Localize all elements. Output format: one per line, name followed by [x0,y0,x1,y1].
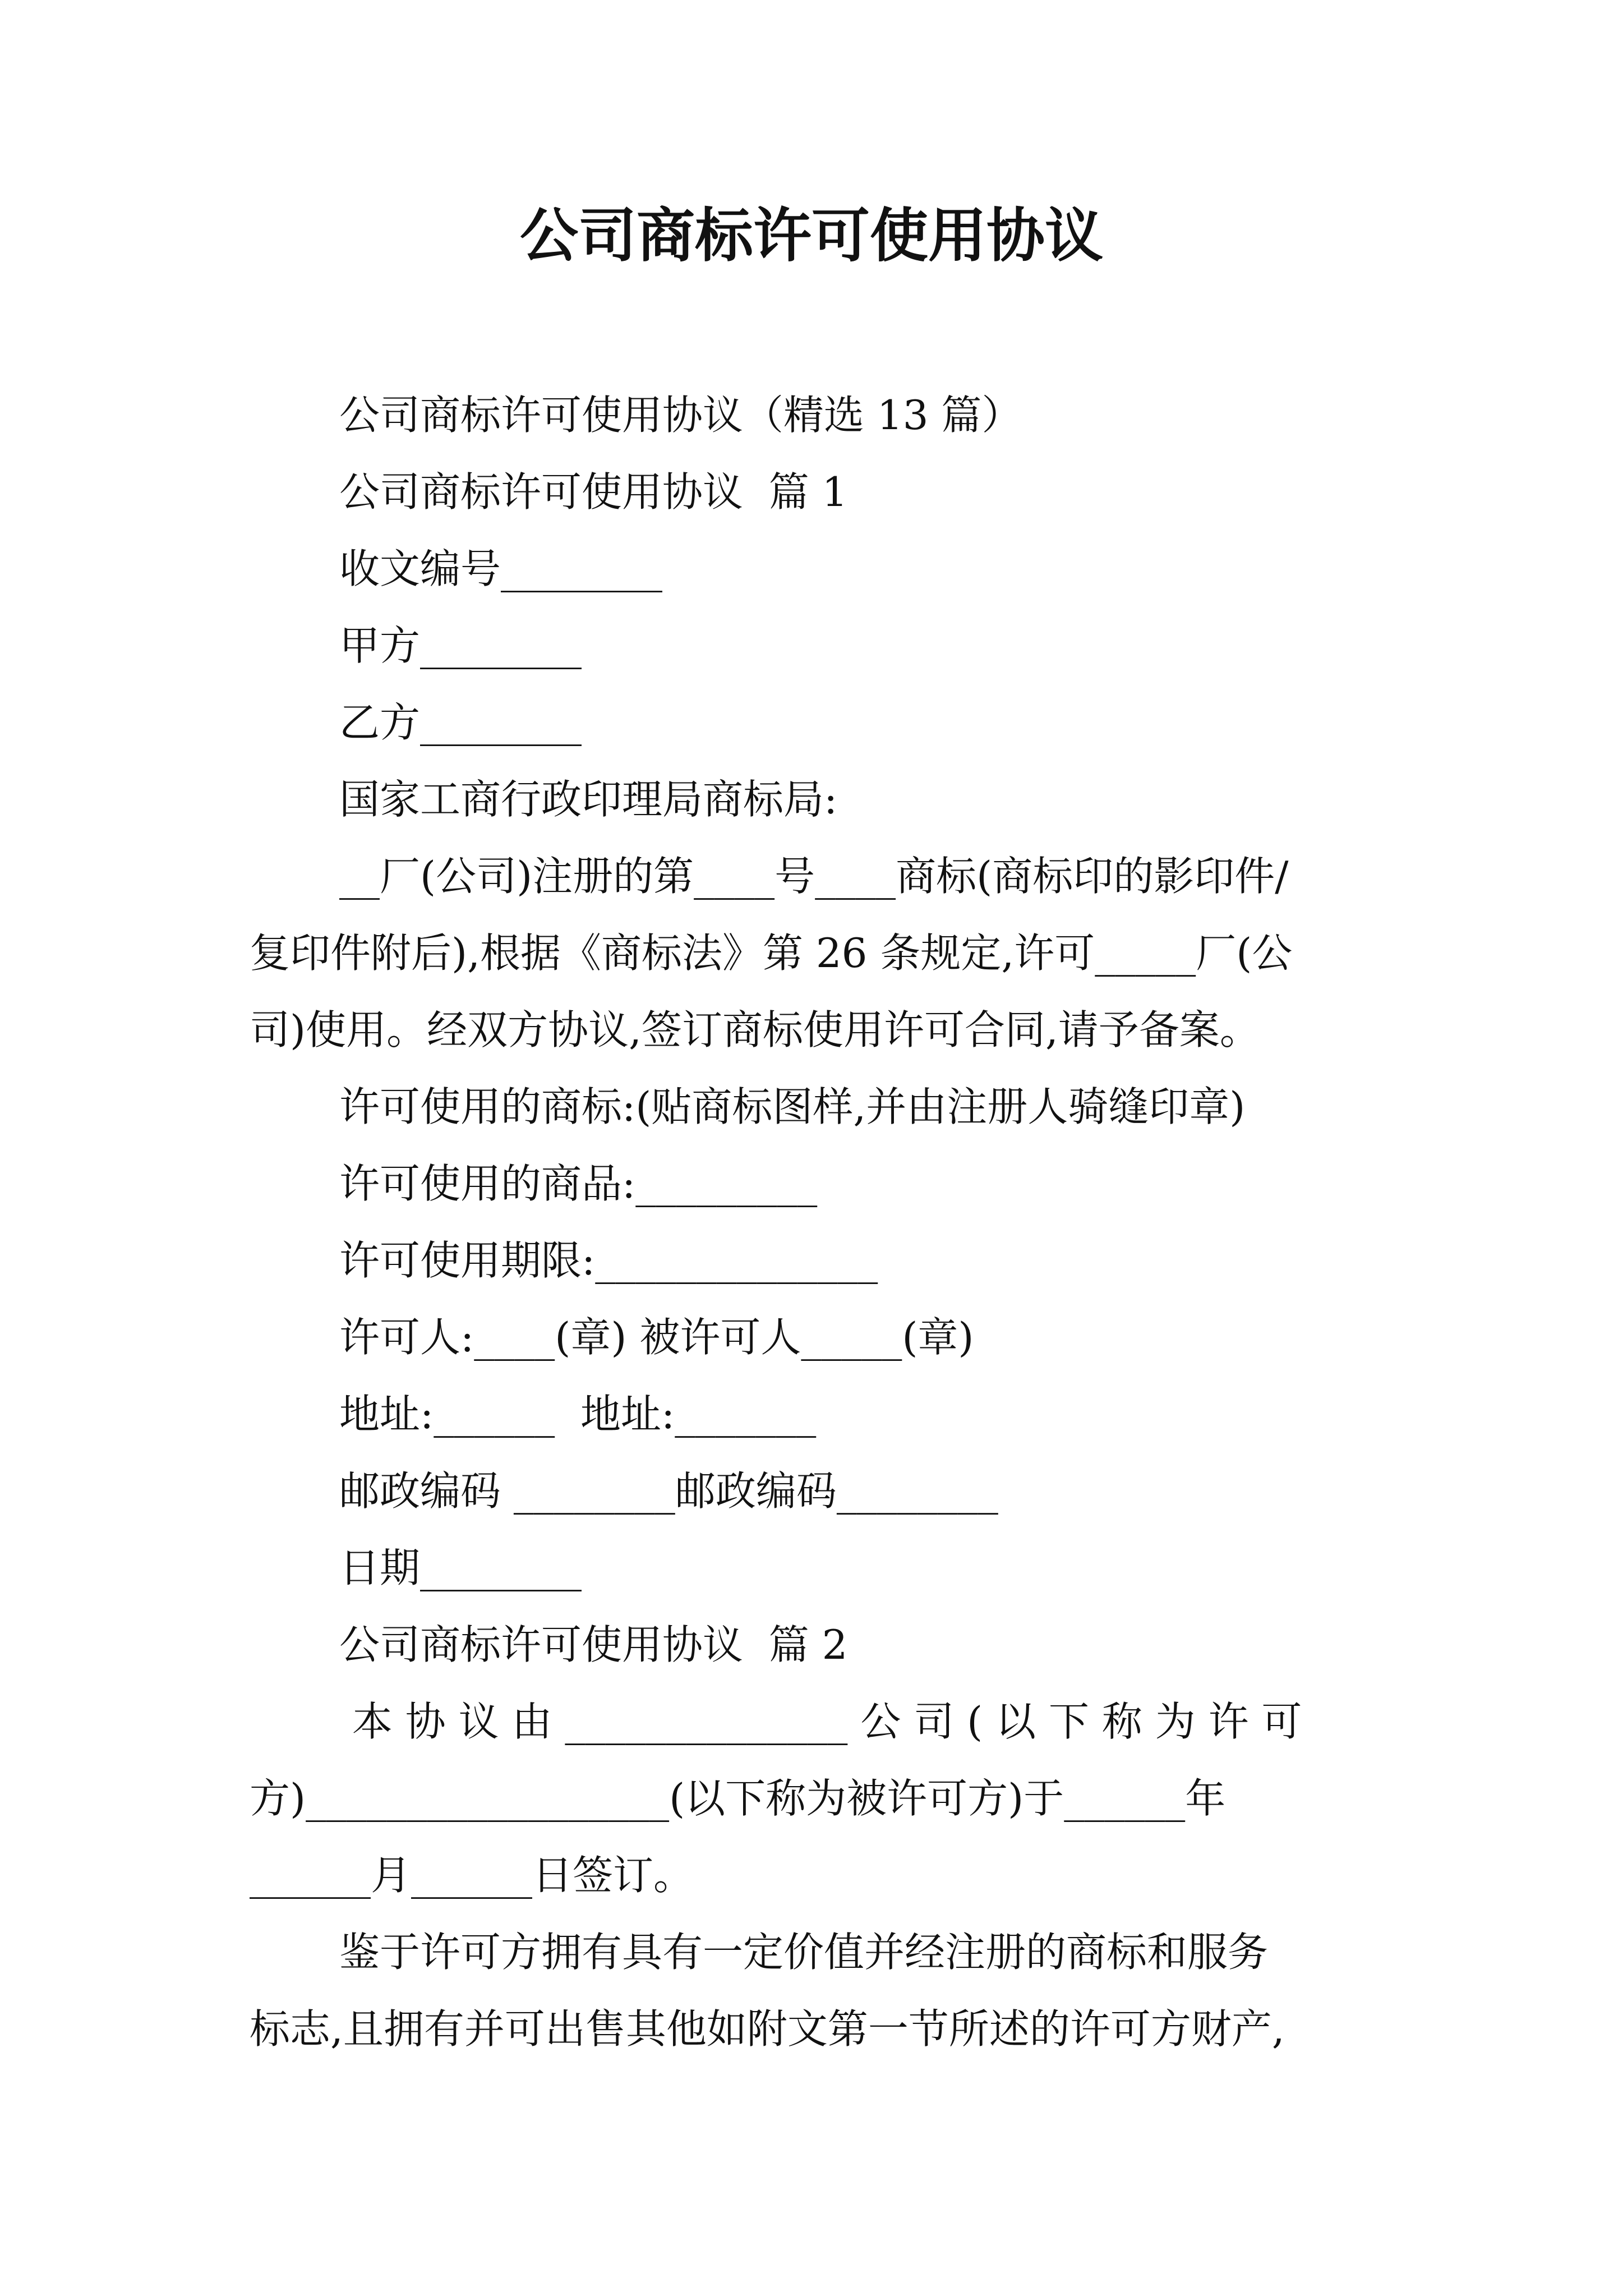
text-line: ______月______日签订。 [250,1852,694,1899]
text-line: 许可使用的商标:(贴商标图样,并由注册人骑缝印章) [339,1083,1246,1130]
text-line: 司)使用。经双方协议,签订商标使用许可合同,请予备案。 [250,1006,1260,1053]
text-line: 国家工商行政印理局商标局: [339,776,838,823]
text-line: 鉴于许可方拥有具有一定价值并经注册的商标和服务 [339,1929,1269,1976]
text-line: 许可使用期限:______________ [339,1237,878,1284]
text-line: 甲方________ [339,622,582,669]
document-title: 公司商标许可使用协议 [519,201,1103,270]
text-line: 许可人:____(章) 被许可人_____(章) [339,1314,974,1361]
text-line: 方)__________________(以下称为被许可方)于______年 [250,1775,1226,1822]
text-line: __厂(公司)注册的第____号____商标(商标印的影印件/ [339,853,1289,900]
text-line: 复印件附后),根据《商标法》第 26 条规定,许可_____厂(公 [250,930,1293,977]
document-body [250,377,1388,2068]
text-line: 本 协 议 由 ______________ 公 司 ( 以 下 称 为 许 可 [339,1698,1302,1745]
text-line: 标志,且拥有并可出售其他如附文第一节所述的许可方财产, [250,2005,1285,2053]
section-heading: 公司商标许可使用协议 篇 2 [339,1621,848,1668]
text-line: 邮政编码 ________邮政编码________ [339,1467,998,1515]
section-heading: 公司商标许可使用协议 篇 1 [339,468,848,516]
text-line: 公司商标许可使用协议（精选 13 篇） [339,392,1022,439]
text-line: 许可使用的商品:_________ [339,1160,818,1207]
text-line: 乙方________ [339,699,582,746]
text-line: 地址:______ 地址:_______ [339,1391,817,1438]
text-line: 日期________ [339,1544,582,1591]
text-line: 收文编号________ [339,545,663,592]
